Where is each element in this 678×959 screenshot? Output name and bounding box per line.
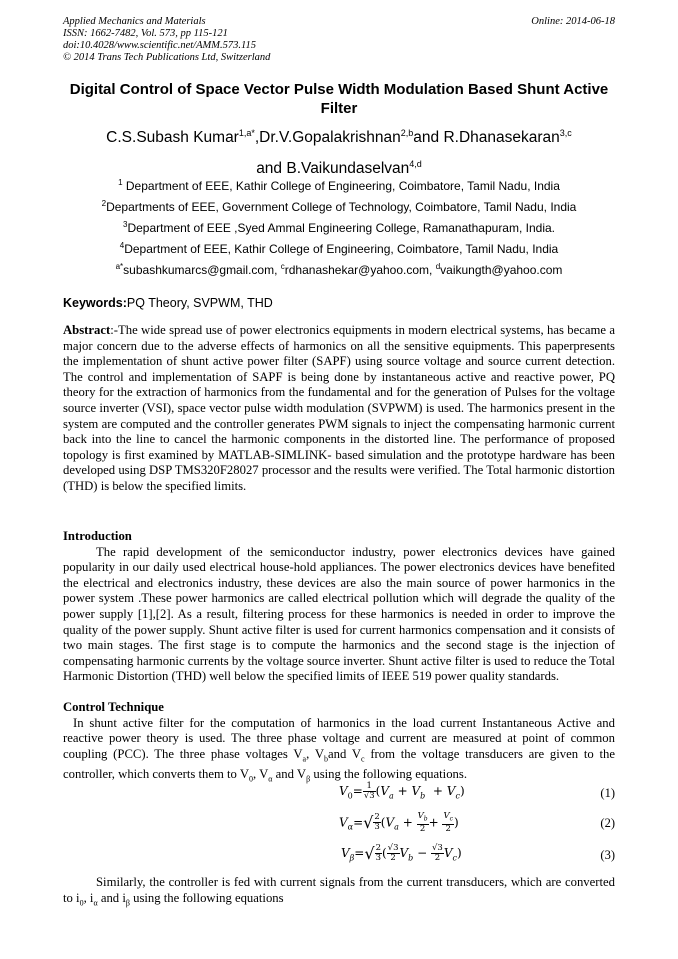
sub-ibeta: β [125,898,130,908]
equation-2-formula: $V_\alpha=√$ $\frac{2}{3}$ ($V_a$ + $\frac{V_b}{2}$ + $\frac{V_c}{2}$ ) [339,811,459,834]
equation-1-formula: $V_0=$ $\frac{1}{√3}$ $(V_a + V_b + V_c)$ [339,781,465,801]
copyright: © 2014 Trans Tech Publications Ltd, Switzerland [63,52,271,63]
sub-i0: 0 [79,898,84,908]
control-p1-h: , V [253,766,269,781]
control-p2-d: and i [97,890,126,905]
email-c[interactable]: rdhanashekar@yahoo.com, [284,263,436,277]
affiliation-3 [63,218,615,235]
paper-title: Digital Control of Space Vector Pulse Width Modulation Based Shunt Active Filter [69,81,609,117]
affiliation-3-sup: 3 [122,220,128,229]
equation-1 [63,782,615,808]
affiliation-3-text: Department of EEE ,Syed Ammal Engineering College, Ramanathapuram, India. [127,221,556,235]
online-date: Online: 2014-06-18 [531,16,615,27]
author-3: and R.Dhanasekaran [413,129,560,147]
keywords-text: PQ Theory, SVPWM, THD [126,296,273,310]
control-heading: Control Technique [63,700,164,714]
doi: doi:10.4028/www.scientific.net/AMM.573.115 [63,40,256,51]
control-paragraph-1 [63,716,615,787]
affiliation-2 [63,197,615,214]
control-section [63,700,615,787]
abstract-paragraph [63,323,615,495]
control-p1-text: In shunt active filter for the computation of harmonics in the load current Instantaneous Active and reactive power theory is used. The three phase voltage and current are measured at point of common coupling (PCC). The three phase voltages V [63,715,615,761]
email-d[interactable]: vaikungth@yahoo.com [440,263,563,277]
equation-3-number: (3) [600,848,615,862]
sub-beta: β [306,774,311,784]
author-1-sup: 1,a* [238,128,255,138]
equation-3-formula: $V_\beta=√$ $\frac{2}{3}$ ( $\frac{√3}{2}$ $V_b$ − $\frac{√3}{2}$ $V_c$) [341,843,462,863]
introduction-text: The rapid development of the semiconductor industry, power electronics devices have gained popularity in our daily used electrical house-hold appliances. The power electronics devices have benefited the electrical and electronics industry, these devices are also the main source of power harmonics in the power system .These power harmonics are called electrical pollution which will degrade the quality of the power supply [1],[2]. As a result, filtering process for these harmonics is needed in order to improve the quality of the power supply. Shunt active filter is used for current harmonics compensation and it consists of two main stages. The first stage is to compute the harmonics and the second stage is the injection of compensating harmonic currents by the voltage source inverter. Shunt active filter is used to reduce the Total Harmonic Distortion (THD) well below the specified limits of IEEE 519 power quality standards. [63,544,615,684]
affiliation-4-sup: 4 [119,241,125,250]
control-p1-b: , V [306,746,324,761]
email-a[interactable]: subashkumarcs@gmail.com, [123,263,281,277]
affiliation-2-sup: 2 [101,199,107,208]
affiliation-4 [63,239,615,256]
control-p2-text: Similarly, the controller is fed with current signals from the current transducers, which are converted to i [63,875,615,905]
email-a-sup: a* [115,262,124,271]
control-p1-l: using the following equations. [310,766,467,781]
equation-3 [63,844,615,870]
sub-c: c [361,754,365,764]
equation-1-number: (1) [600,786,615,800]
control-paragraph-2 [63,875,615,911]
keywords [63,296,615,310]
sub-a: a [302,754,307,764]
journal-name: Applied Mechanics and Materials [63,16,206,27]
affiliation-2-text: Departments of EEE, Government College of Technology, Coimbatore, Tamil Nadu, India [106,200,577,214]
sub-alpha: α [268,774,273,784]
control-p2-b: , i [83,890,94,905]
abstract [63,323,615,495]
equation-2 [63,812,615,838]
author-2: ,Dr.V.Gopalakrishnan [254,129,401,147]
control-p2-f: using the following equations [129,890,284,905]
sub-0: 0 [249,774,253,784]
affiliation-1 [63,176,615,193]
author-3-sup: 3,c [559,128,572,138]
control-p1-d: and V [327,746,361,761]
issn: ISSN: 1662-7482, Vol. 573, pp 115-121 [63,28,228,39]
author-list [63,120,615,182]
sub-ialpha: α [93,898,98,908]
email-d-sup: d [435,262,441,271]
introduction-heading: Introduction [63,529,132,543]
affiliation-4-text: Department of EEE, Kathir College of Engineering, Coimbatore, Tamil Nadu, India [124,242,559,256]
author-4: and B.Vaikundaselvan [256,160,410,178]
affiliation-1-sup: 1 [118,178,123,187]
keywords-label: Keywords: [63,296,127,310]
control-p1-j: and V [272,766,307,781]
control-continued [63,875,615,911]
author-4-sup: 4,d [409,159,422,170]
sub-b: b [323,754,328,764]
email-c-sup: c [280,262,285,271]
control-p1-f: from the voltage transducers are given to the controller, which converts them to V [63,746,615,781]
affiliation-1-text: Department of EEE, Kathir College of Engineering, Coimbatore, Tamil Nadu, India [122,179,560,193]
author-1: C.S.Subash Kumar [106,129,239,147]
journal-header [63,16,270,64]
introduction-section [63,529,615,685]
equation-2-number: (2) [600,816,615,830]
author-2-sup: 2,b [400,128,414,138]
email-list [63,260,615,277]
abstract-label: Abstract [63,323,111,337]
abstract-text: :-The wide spread use of power electronics equipments in modern electrical systems, has became a major concern due to the adverse effects of harmonics on all the sensitive equipments. This paperpresents the implementation of shunt active power filter (SAPF) using source voltage and source current detection. The control and implementation of SAPF is being done by instantaneous active and reactive power, PQ theory for the extraction of harmonics from the fundamental and for the generation of Pulses for the voltage source inverter (VSI), space vector pulse width modulation (SVPWM) is used. The harmonics present in the system are computed and the controller generates PWM signals to inject the compensating harmonic current back into the line to cancel the harmonic components in the distorted line. The performance of proposed topology is first examined by MATLAB-SIMLINK- based simulation and the prototype hardware has been developed using DSP TMS320F28027 processor and the results were verified. The Total harmonic distortion (THD) is below the specified limits. [63,323,615,493]
